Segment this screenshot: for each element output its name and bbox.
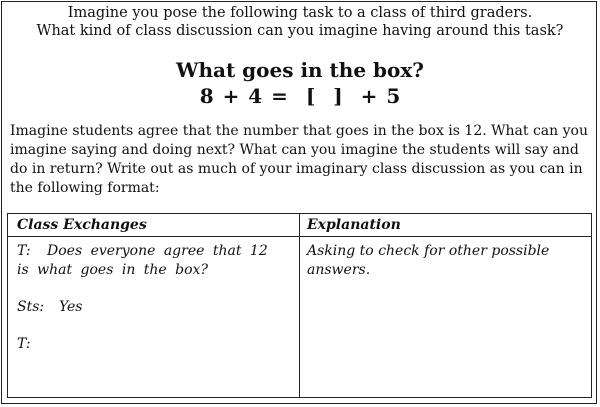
intro-line-2: What kind of class discussion can you imagine having around this task? bbox=[36, 23, 564, 39]
exchange-3-speaker: T: bbox=[17, 336, 31, 352]
exchange-2-speaker: Sts: bbox=[17, 299, 45, 315]
exchange-row-2 bbox=[17, 298, 83, 317]
discussion-table bbox=[7, 213, 592, 398]
header-explanation: Explanation bbox=[307, 217, 401, 233]
task-equation: 8 + 4 = [ ] + 5 bbox=[199, 84, 401, 108]
exchange-1-speaker: T: bbox=[17, 243, 31, 259]
exchange-1-text: Does everyone agree that 12 is what goes in the box? bbox=[17, 243, 268, 278]
exchange-row-3 bbox=[17, 335, 47, 354]
task-title: What goes in the box? bbox=[176, 58, 424, 82]
column-divider bbox=[299, 214, 300, 397]
intro-text bbox=[0, 4, 600, 40]
intro-line-1: Imagine you pose the following task to a class of third graders. bbox=[67, 5, 533, 21]
exchange-2-text: Yes bbox=[59, 299, 83, 315]
header-class-exchanges: Class Exchanges bbox=[17, 217, 147, 233]
explanation-cell: Asking to check for other possible answers. bbox=[307, 243, 550, 278]
header-divider bbox=[8, 236, 591, 237]
exchange-row-1 bbox=[17, 242, 287, 280]
instructions-paragraph: Imagine students agree that the number that goes in the box is 12. What can you imagine saying and doing next? What can you imagine the students will say and do in return? Write out as much of your imaginary class discussion as you can in the following format: bbox=[10, 123, 588, 196]
